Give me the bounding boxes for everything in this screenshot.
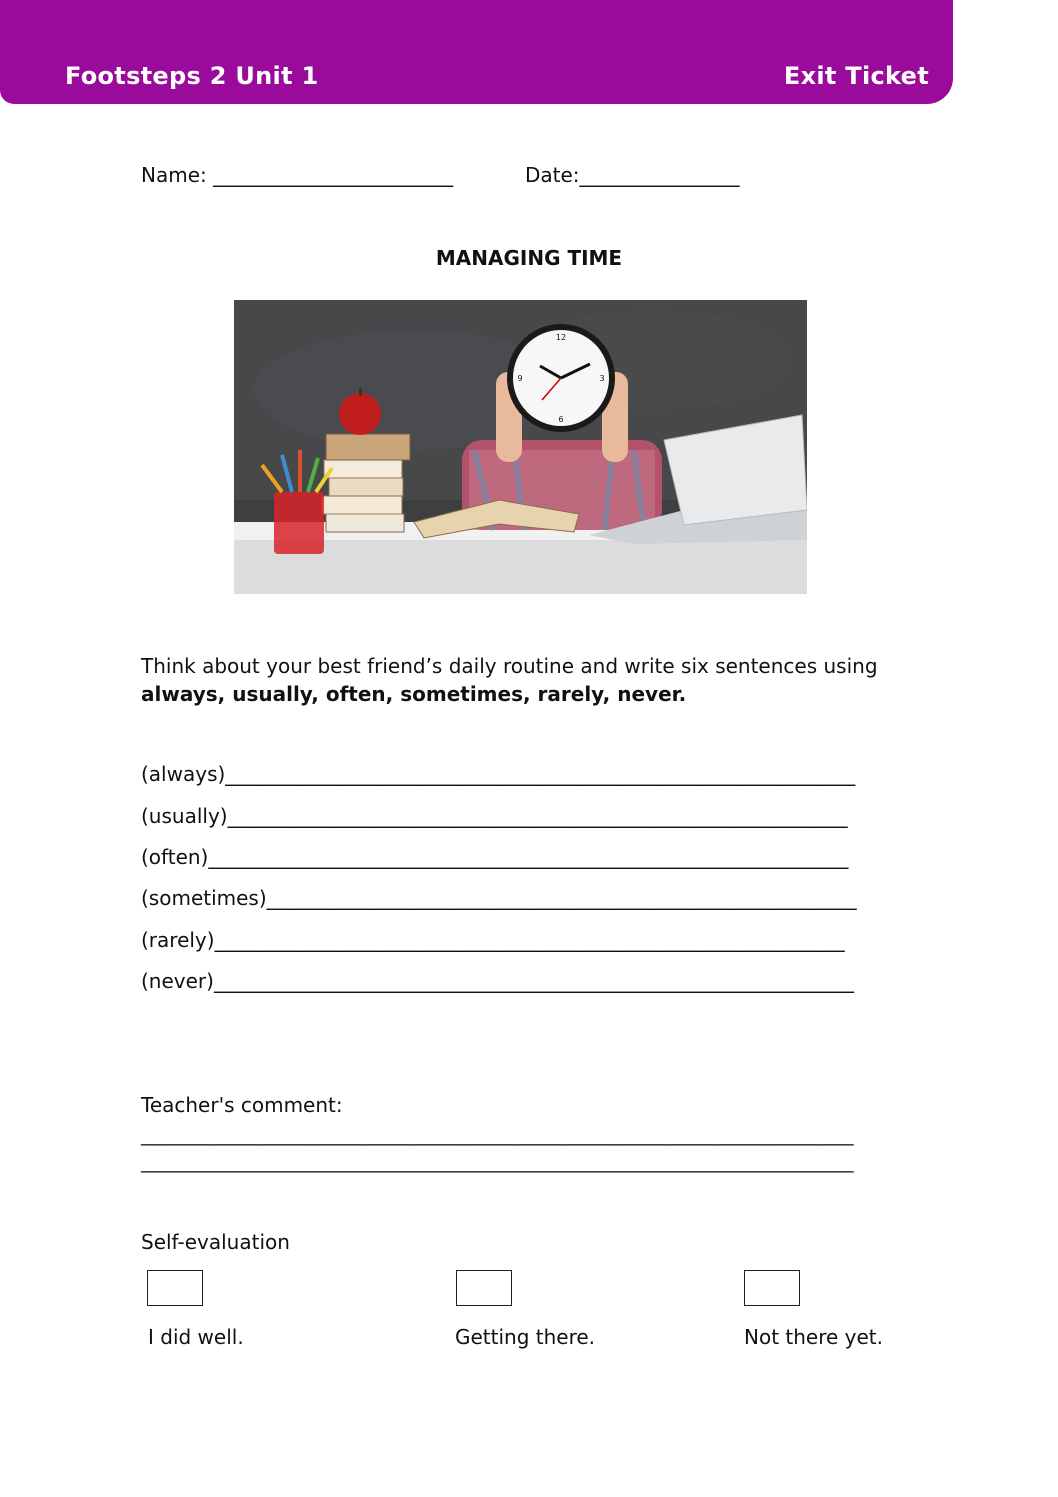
svg-text:3: 3 <box>599 374 605 383</box>
sentence-line-usually[interactable]: (usually)______________________________________________________________ <box>141 804 848 828</box>
teacher-comment-line-2[interactable]: ___________________________________________________________________________ <box>141 1151 854 1173</box>
self-evaluation-label: Self-evaluation <box>141 1230 290 1254</box>
sentence-line-rarely[interactable]: (rarely)_______________________________________________________________ <box>141 928 845 952</box>
checkbox-not-there-yet[interactable] <box>744 1270 800 1306</box>
teacher-comment-line-1[interactable]: ___________________________________________________________________________ <box>141 1124 854 1146</box>
student-with-clock-photo <box>234 300 807 594</box>
sentence-line-often[interactable]: (often)________________________________________________________________ <box>141 845 849 869</box>
option-getting-there: Getting there. <box>455 1325 596 1349</box>
date-field[interactable]: Date:________________ <box>525 163 740 187</box>
checkbox-getting-there[interactable] <box>456 1270 512 1306</box>
header-bar <box>0 0 953 104</box>
sentence-line-sometimes[interactable]: (sometimes)___________________________________________________________ <box>141 886 857 910</box>
svg-text:12: 12 <box>555 333 567 342</box>
sentence-line-always[interactable]: (always)_______________________________________________________________ <box>141 762 856 786</box>
unit-title: Footsteps 2 Unit 1 <box>65 62 319 90</box>
sentence-line-never[interactable]: (never)________________________________________________________________ <box>141 969 854 993</box>
instructions-bold-words: always, usually, often, sometimes, rarely, never. <box>141 682 687 706</box>
teacher-comment-label: Teacher's comment: <box>141 1093 343 1117</box>
exit-ticket-label: Exit Ticket <box>783 62 929 90</box>
svg-text:9: 9 <box>517 374 523 383</box>
instructions <box>141 652 921 708</box>
instructions-text: Think about your best friend’s daily routine and write six sentences using <box>141 654 878 678</box>
name-field[interactable]: Name: ________________________ <box>141 163 454 187</box>
option-not-there-yet: Not there yet. <box>744 1325 884 1349</box>
page-title: MANAGING TIME <box>435 246 623 270</box>
option-did-well: I did well. <box>148 1325 244 1349</box>
checkbox-did-well[interactable] <box>147 1270 203 1306</box>
svg-text:6: 6 <box>558 415 564 424</box>
